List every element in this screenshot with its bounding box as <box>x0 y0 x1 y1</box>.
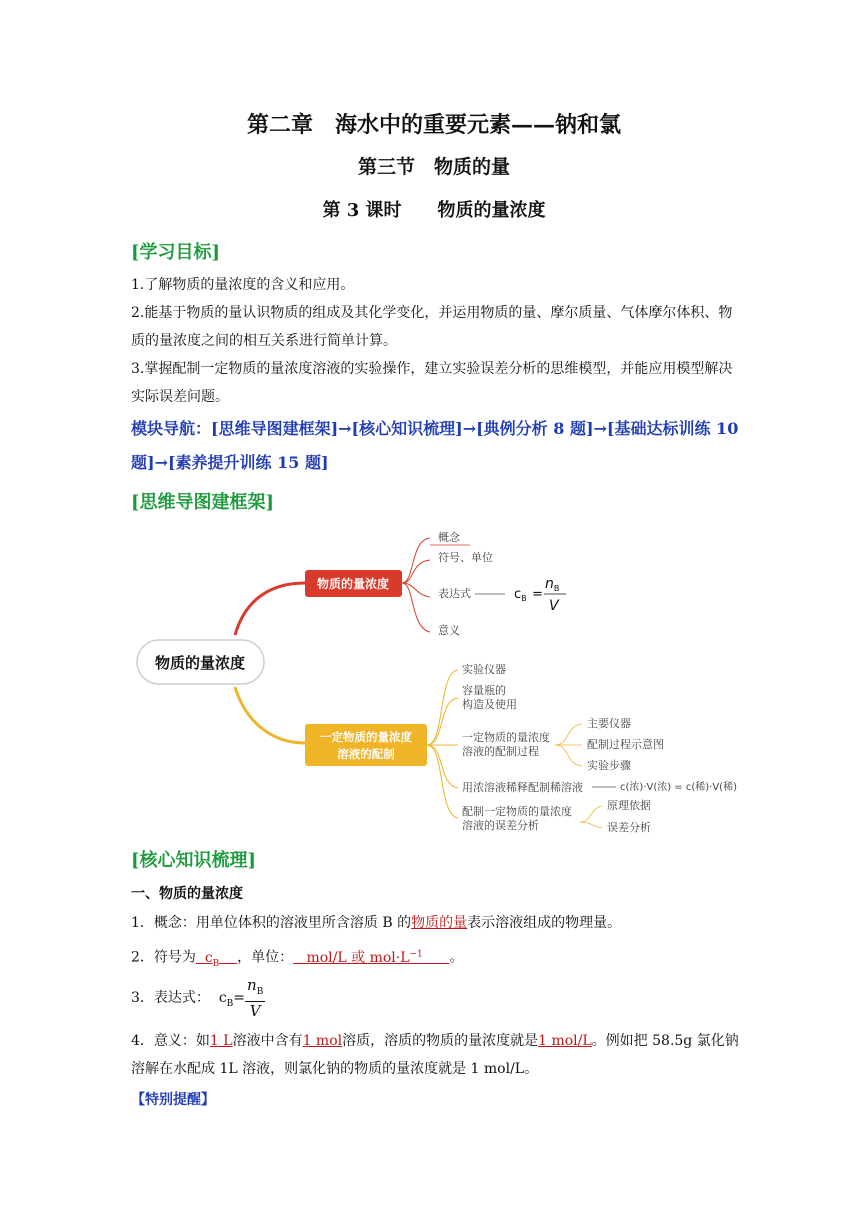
mindmap-connector <box>402 560 430 583</box>
mindmap-branch1-label: 物质的量浓度 <box>316 577 390 591</box>
mindmap-child-process-2: 溶液的配制过程 <box>462 745 539 758</box>
mindmap-sub-process-diagram: 配制过程示意图 <box>587 738 664 751</box>
answer-blank: 1 L <box>209 1033 233 1049</box>
mindmap-connector <box>555 724 582 745</box>
goals-heading: [学习目标] <box>131 242 221 263</box>
mindmap-connector <box>555 745 582 766</box>
answer-blank: 1 mol <box>302 1033 343 1049</box>
core-item-expression: 3．表达式： $c_B=$ $\frac{n_B}{V}$ <box>131 976 264 1020</box>
mindmap-child-concept: 概念 <box>438 531 460 544</box>
mindmap-formula-equals: = <box>532 587 543 602</box>
core-heading: [核心知识梳理] <box>131 850 257 871</box>
mindmap-connector <box>580 806 602 822</box>
expression-lhs: $c_B$ <box>218 990 234 1009</box>
mindmap-formula-numerator: $n_B$ <box>545 576 560 593</box>
module-navigation: 模块导航：[思维导图建框架]→[核心知识梳理]→[典例分析 8 题]→[基础达标训练 10 题]→[素养提升训练 15 题] <box>131 419 739 472</box>
mindmap-branch2-label-line1: 一定物质的量浓度 <box>320 730 412 744</box>
mindmap-sub-principle: 原理依据 <box>607 799 651 812</box>
mindmap-connector <box>235 687 305 743</box>
mindmap-branch2-label-line2: 溶液的配制 <box>337 747 395 761</box>
mindmap-child-error-1: 配制一定物质的量浓度 <box>462 805 572 818</box>
section-title: 第三节 物质的量 <box>357 156 510 178</box>
answer-blank: 1 mol/L <box>538 1033 592 1049</box>
core-item-concept: 1．概念：用单位体积的溶液里所含溶质 B 的物质的量表示溶液组成的物理量。 <box>131 915 622 931</box>
mindmap-child-flask-1: 容量瓶的 <box>462 684 506 697</box>
core-item-symbol: 2．符号为 $c_B$ ，单位： mol/L 或 $mol\cdot L^{-1}$ 。 <box>131 949 464 969</box>
answer-blank: 物质的量 <box>411 915 468 931</box>
mindmap-child-process-1: 一定物质的量浓度 <box>462 731 550 744</box>
mindmap-connector <box>580 822 602 828</box>
expression-fraction: $\frac{n_B}{V}$ <box>247 976 264 1020</box>
mindmap-sub-main-instruments: 主要仪器 <box>587 717 631 730</box>
goal-item: 2.能基于物质的量认识物质的组成及其化学变化，并运用物质的量、摩尔质量、气体摩尔体积、物质的量浓度之间的相互关系进行简单计算。 <box>131 305 733 349</box>
goal-item: 1.了解物质的量浓度的含义和应用。 <box>131 277 355 293</box>
mindmap-formula-lhs: $c_B$ <box>514 587 527 603</box>
mindmap-child-flask-2: 构造及使用 <box>462 698 517 711</box>
core-item-meaning: 4．意义：如1 L溶液中含有1 mol溶质，溶质的物质的量浓度就是1 mol/L。例如把 58.5g 氯化钠溶解在水配成 1L 溶液，则氯化钠的物质的量浓度就是 1 mol/L。 <box>131 1033 739 1077</box>
mindmap-child-expression: 表达式 <box>438 587 471 600</box>
mindmap-child-dilution: 用浓溶液稀释配制稀溶液 <box>462 781 583 794</box>
mindmap-connector <box>427 745 458 818</box>
lesson-title: 第 3 课时 物质的量浓度 <box>322 200 546 221</box>
answer-blank: $c_B$ <box>204 949 220 969</box>
mindmap-sub-steps: 实验步骤 <box>587 759 631 772</box>
answer-blank: mol/L 或 $mol\cdot L^{-1}$ <box>306 949 423 966</box>
mindmap-child-error-2: 溶液的误差分析 <box>462 819 539 832</box>
mindmap-heading: [思维导图建框架] <box>131 492 275 513</box>
mindmap-formula-denominator: V <box>549 598 559 614</box>
chapter-title: 第二章 海水中的重要元素——钠和氯 <box>246 112 621 138</box>
mindmap-child-instruments: 实验仪器 <box>462 663 506 676</box>
goal-item: 3.掌握配制一定物质的量浓度溶液的实验操作，建立实验误差分析的思维模型，并能应用模型解决实际误差问题。 <box>131 361 733 405</box>
mindmap-dilution-formula: c(浓)·V(浓) = c(稀)·V(稀) <box>620 782 737 793</box>
mindmap-root-label: 物质的量浓度 <box>154 654 246 672</box>
mindmap-connector <box>235 583 305 635</box>
mindmap-child-meaning: 意义 <box>438 624 460 637</box>
mindmap-connector <box>427 670 458 745</box>
mindmap-connector <box>427 745 458 788</box>
special-reminder: 【特别提醒】 <box>131 1092 215 1108</box>
core-subheading: 一、物质的量浓度 <box>131 886 243 902</box>
mindmap-sub-error-analysis: 误差分析 <box>607 821 651 834</box>
mindmap-child-symbol-unit: 符号、单位 <box>438 551 493 564</box>
